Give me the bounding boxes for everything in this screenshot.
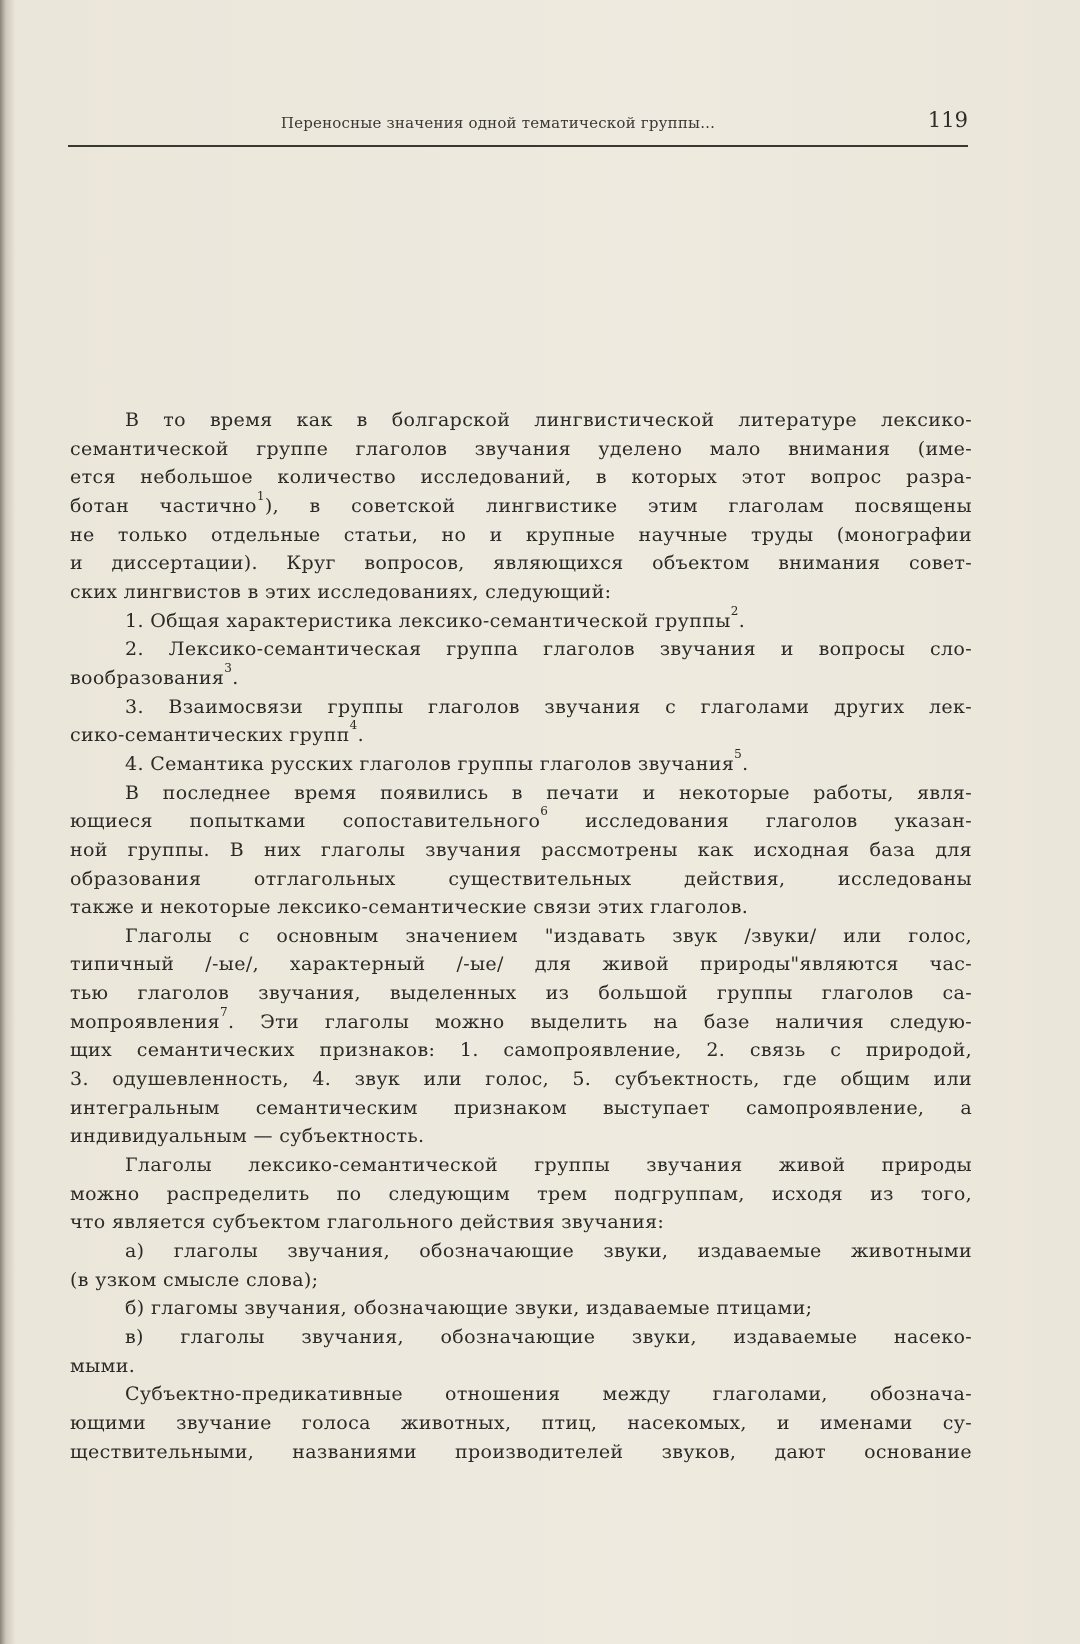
- footnote-reference: 5: [734, 746, 743, 761]
- text-line: [70, 1094, 972, 1123]
- line-text: ), в советской лингвистике этим глаголам посвящены: [264, 494, 972, 517]
- text-line: [70, 693, 972, 722]
- line-text: ной группы. В них глаголы звучания рассмотрены как исходная база для: [70, 838, 972, 861]
- line-text: исследования глаголов указан-: [548, 810, 973, 833]
- text-line: [70, 660, 972, 693]
- text-line: [70, 1266, 972, 1295]
- text-line: [70, 1409, 972, 1438]
- footnote-reference: 3: [224, 660, 233, 675]
- line-text: 2. Лексико-семантическая группа глаголов звучания и вопросы сло-: [125, 638, 972, 661]
- line-text: в) глаголы звучания, обозначающие звуки, издаваемые насеко-: [125, 1326, 972, 1348]
- line-text: можно распределить по следующим трем подгруппам, исходя из того,: [70, 1182, 972, 1205]
- body-text: [70, 406, 972, 1466]
- text-line: [70, 779, 972, 808]
- paragraph: [70, 693, 972, 750]
- line-text: ется небольшое количество исследований, в которых этот вопрос разра-: [70, 466, 972, 489]
- text-line: [70, 718, 972, 750]
- paragraph: [70, 779, 972, 922]
- footnote-reference: 2: [730, 603, 739, 618]
- text-line: [70, 578, 972, 607]
- line-text: . Эти глаголы можно выделить на базе наличия следую-: [228, 1010, 972, 1033]
- line-text: интегральным семантическим признаком выступает самопроявление, а: [70, 1096, 972, 1119]
- page-header: [68, 108, 968, 148]
- line-text: мыми.: [70, 1354, 136, 1377]
- text-line: [70, 1151, 972, 1180]
- line-text: 3. Взаимосвязи группы глаголов звучания с глаголами других лек-: [125, 695, 972, 718]
- line-text: что является субъектом глагольного действия звучания:: [70, 1211, 665, 1234]
- line-text: тью глаголов звучания, выделенных из большой группы глаголов са-: [70, 982, 972, 1005]
- footnote-reference: 4: [349, 718, 358, 733]
- line-text: индивидуальным — субъектность.: [70, 1125, 425, 1148]
- text-line: [70, 979, 972, 1008]
- line-text: образования отглагольных существительных действия, исследованы: [70, 867, 972, 890]
- paragraph: [70, 1380, 972, 1466]
- paragraph: [70, 406, 972, 607]
- text-line: [70, 746, 972, 779]
- paragraph: [70, 922, 972, 1151]
- text-line: [70, 804, 973, 836]
- text-line: [70, 950, 972, 979]
- text-line: [70, 1065, 972, 1094]
- paragraph: [70, 746, 972, 779]
- text-line: [70, 1004, 972, 1037]
- line-text: типичный /-ые/, характерный /-ые/ для живой природы"являются час-: [70, 953, 972, 976]
- line-text: .: [738, 609, 746, 632]
- paragraph: [70, 603, 972, 636]
- line-text: 1. Общая характеристика лексико-семантической группы: [125, 609, 731, 632]
- text-line: [70, 435, 972, 464]
- line-text: Субъектно-предикативные отношения между глаголами, обознача-: [125, 1383, 972, 1406]
- text-line: [70, 922, 972, 951]
- line-text: семантической группе глаголов звучания уделено мало внимания (име-: [70, 437, 972, 460]
- line-text: не только отдельные статьи, но и крупные научные труды (монографии: [70, 523, 972, 546]
- line-text: В то время как в болгарской лингвистической литературе лексико-: [125, 409, 972, 431]
- line-text: ских лингвистов в этих исследованиях, следующий:: [70, 580, 612, 603]
- line-text: ботан частично: [70, 494, 257, 517]
- text-line: [70, 865, 972, 894]
- text-line: [70, 549, 972, 578]
- text-line: [70, 1438, 972, 1467]
- text-line: [70, 1323, 972, 1352]
- running-title: Переносные значения одной тематической группы...: [280, 114, 716, 132]
- line-text: .: [357, 724, 365, 747]
- footnote-reference: 1: [256, 488, 265, 503]
- line-text: Глаголы с основным значением "издавать звук /звуки/ или голос,: [125, 924, 972, 947]
- header-rule: [68, 145, 968, 147]
- text-line: [70, 836, 972, 865]
- line-text: сико-семантических групп: [70, 724, 350, 747]
- text-line: [70, 1294, 972, 1323]
- text-line: [70, 488, 972, 521]
- line-text: Глаголы лексико-семантической группы звучания живой природы: [125, 1154, 972, 1177]
- line-text: .: [742, 752, 749, 775]
- line-text: 4. Семантика русских глаголов группы глаголов звучания: [125, 752, 735, 775]
- text-line: [70, 1122, 972, 1151]
- text-line: [70, 1380, 972, 1409]
- paragraph: [70, 1151, 972, 1237]
- line-text: (в узком смысле слова);: [70, 1268, 319, 1291]
- text-line: [70, 1036, 972, 1065]
- line-text: вообразования: [70, 666, 225, 689]
- line-text: б) глагомы звучания, обозначающие звуки, издаваемые птицами;: [125, 1297, 813, 1320]
- line-text: и диссертации). Круг вопросов, являющихся объектом внимания совет-: [70, 552, 972, 575]
- paragraph: [70, 1323, 972, 1380]
- line-text: В последнее время появились в печати и некоторые работы, явля-: [125, 781, 972, 804]
- line-text: а) глаголы звучания, обозначающие звуки, издаваемые животными: [125, 1240, 972, 1263]
- text-line: [70, 463, 972, 492]
- text-line: [70, 521, 972, 550]
- footnote-reference: 7: [220, 1004, 228, 1019]
- text-line: [70, 1208, 972, 1237]
- line-text: ществительными, названиями производителей звуков, дают основание: [70, 1440, 972, 1463]
- paragraph: [70, 1294, 972, 1323]
- line-text: щих семантических признаков: 1. самопроявление, 2. связь с природой,: [70, 1039, 972, 1062]
- page-number: 119: [927, 108, 968, 132]
- line-text: .: [232, 666, 239, 689]
- line-text: также и некоторые лексико-семантические связи этих глаголов.: [70, 896, 749, 919]
- footnote-reference: 6: [540, 804, 549, 819]
- text-line: [70, 406, 972, 435]
- paragraph: [70, 1237, 972, 1294]
- text-line: [70, 1237, 972, 1266]
- paragraph: [70, 635, 972, 692]
- text-line: [70, 1352, 972, 1381]
- line-text: 3. одушевленность, 4. звук или голос, 5. субъектность, где общим или: [70, 1068, 972, 1091]
- text-line: [70, 603, 972, 636]
- text-line: [70, 635, 972, 664]
- text-line: [70, 1180, 972, 1209]
- text-line: [70, 893, 972, 922]
- line-text: мопроявления: [70, 1010, 220, 1033]
- line-text: ющими звучание голоса животных, птиц, насекомых, и именами су-: [70, 1411, 972, 1434]
- line-text: ющиеся попытками сопоставительного: [70, 810, 541, 833]
